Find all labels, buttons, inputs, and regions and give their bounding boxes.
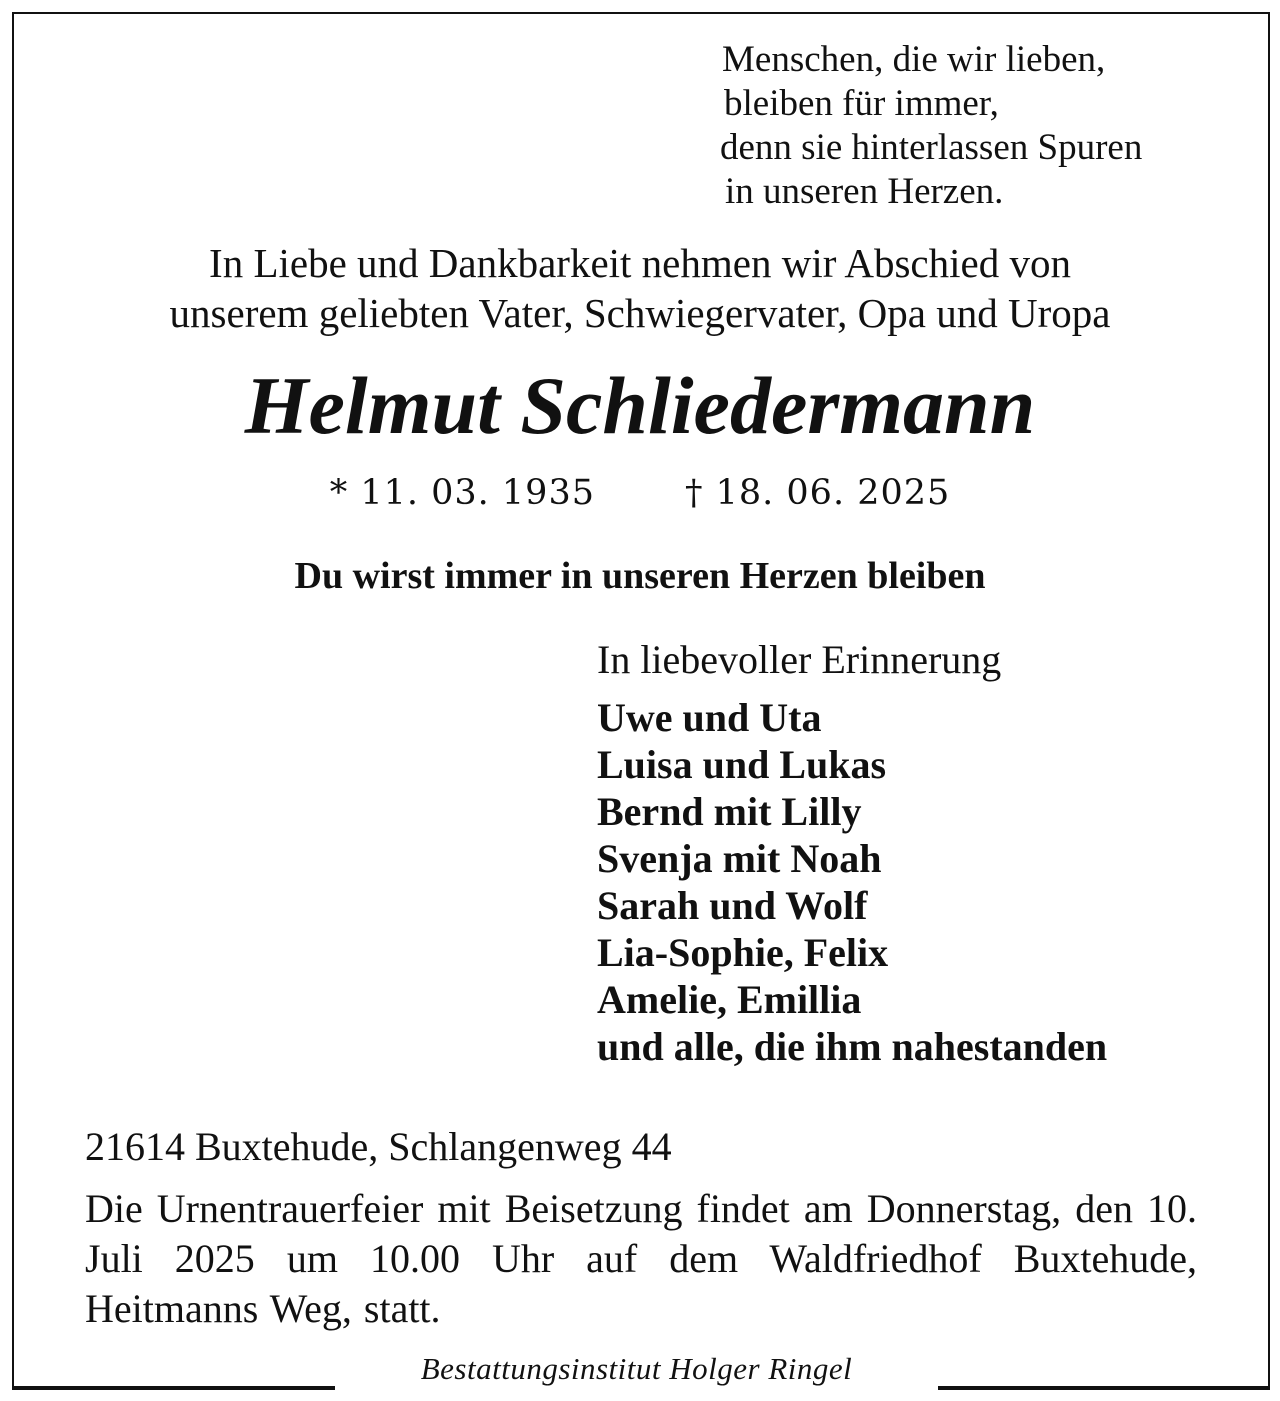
mourner-entry: und alle, die ihm nahestanden (597, 1024, 1108, 1069)
intro-line: In Liebe und Dankbarkeit nehmen wir Abschied von (209, 240, 1071, 286)
mourner-entry: Luisa und Lukas (597, 742, 887, 787)
motto-line: in unseren Herzen. (725, 171, 1004, 212)
ceremony-notice: Die Urnentrauerfeier mit Beisetzung findet am Donnerstag, den 10. Juli 2025 um 10.00 Uhr auf dem Waldfriedhof Buxtehude, Heitmanns Weg, statt. (85, 1186, 1197, 1331)
mourner-entry: Lia-Sophie, Felix (597, 930, 889, 975)
life-dates (0, 472, 1280, 514)
memorial-quote: Du wirst immer in unseren Herzen bleiben (294, 555, 986, 597)
motto-line: denn sie hinterlassen Spuren (720, 127, 1143, 168)
mourner-entry: Amelie, Emillia (597, 977, 862, 1022)
death-date: † 18. 06. 2025 (685, 473, 951, 513)
mourners-list (597, 694, 1107, 1070)
intro-line: unserem geliebten Vater, Schwiegervater, Opa und Uropa (169, 290, 1111, 336)
motto-line: Menschen, die wir lieben, (722, 39, 1106, 80)
mourner-entry: Svenja mit Noah (597, 836, 882, 881)
mourner-entry: Bernd mit Lilly (597, 789, 862, 834)
mourner-entry: Sarah und Wolf (597, 883, 868, 928)
funeral-home-name: Bestattungsinstitut Holger Ringel (420, 1351, 853, 1386)
family-address: 21614 Buxtehude, Schlangenweg 44 (85, 1124, 672, 1169)
mourner-entry: Uwe und Uta (597, 695, 822, 740)
bottom-rule-left (12, 1386, 335, 1390)
deceased-name: Helmut Schliedermann (244, 360, 1036, 451)
intro-text (0, 238, 1280, 338)
bottom-rule-right (938, 1386, 1270, 1390)
motto-line: bleiben für immer, (724, 83, 999, 124)
motto-verse (718, 38, 1142, 214)
memory-line: In liebevoller Erinnerung (597, 637, 1002, 682)
birth-date: * 11. 03. 1935 (329, 473, 595, 513)
